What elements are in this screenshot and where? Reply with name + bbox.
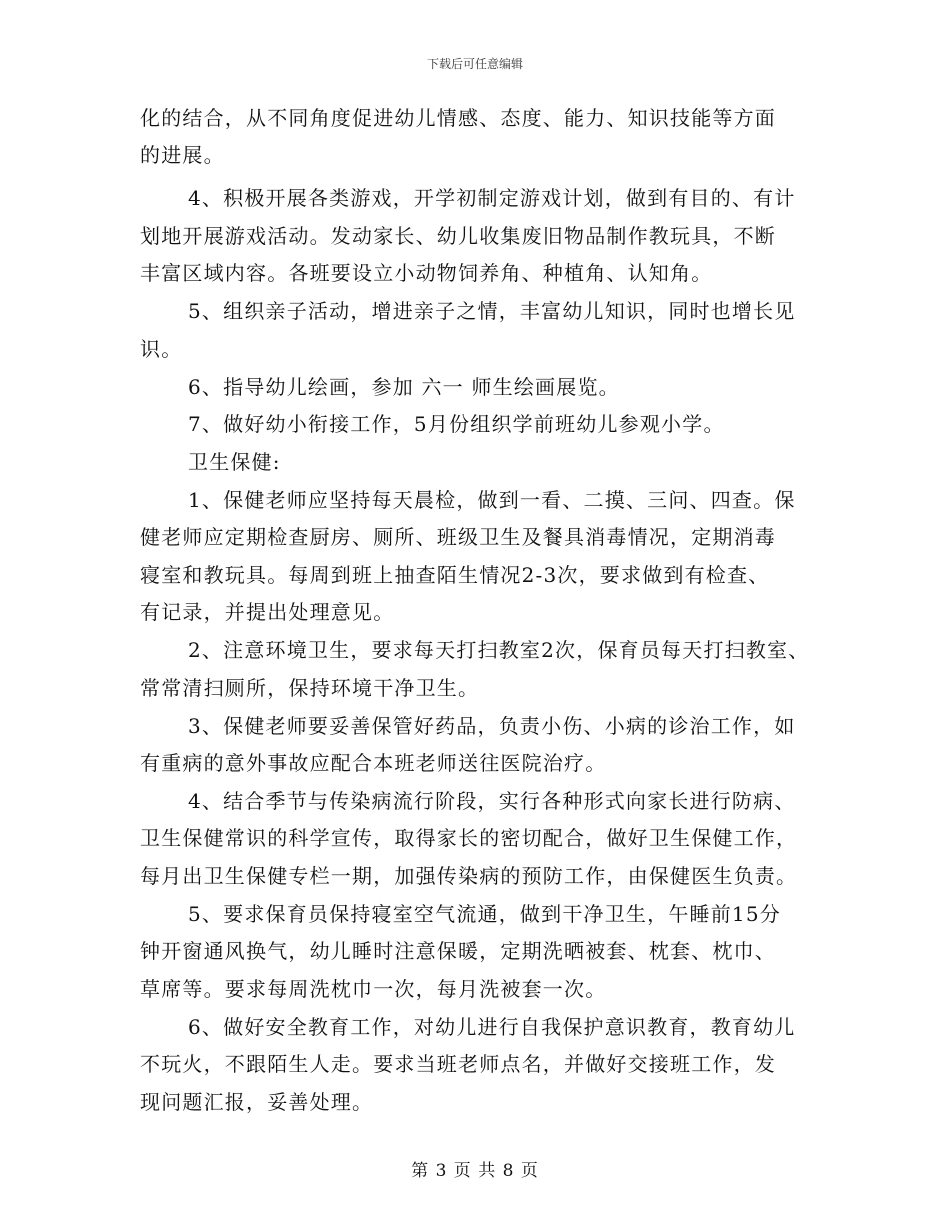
- body-line: 识。: [140, 337, 183, 361]
- section-heading: 卫生保健:: [188, 450, 281, 474]
- body-line: 现问题汇报，妥善处理。: [140, 1090, 374, 1114]
- body-line: 5、要求保育员保持寝室空气流通，做到干净卫生，午睡前15分: [188, 902, 781, 926]
- body-line: 4、结合季节与传染病流行阶段，实行各种形式向家长进行防病、: [188, 789, 796, 813]
- body-line: 健老师应定期检查厨房、厕所、班级卫生及餐具消毒情况，定期消毒: [140, 525, 776, 549]
- body-line: 6、做好安全教育工作，对幼儿进行自我保护意识教育，教育幼儿: [188, 1015, 796, 1039]
- body-line: 钟开窗通风换气，幼儿睡时注意保暖，定期洗晒被套、枕套、枕巾、: [140, 939, 776, 963]
- body-line: 7、做好幼小衔接工作，5月份组织学前班幼儿参观小学。: [188, 412, 725, 436]
- header-note: 下载后可任意编辑: [426, 57, 523, 71]
- body-line: 2、注意环境卫生，要求每天打扫教室2次，保育员每天打扫教室、: [188, 638, 810, 662]
- page-number: 第 3 页 共 8 页: [411, 1161, 539, 1181]
- body-line: 有记录，并提出处理意见。: [140, 600, 395, 624]
- body-line: 1、保健老师应坚持每天晨检，做到一看、二摸、三问、四查。保: [188, 488, 796, 512]
- body-line: 有重病的意外事故应配合本班老师送往医院治疗。: [140, 751, 607, 775]
- body-line: 的进展。: [140, 143, 225, 167]
- body-line: 常常清扫厕所，保持环境干净卫生。: [140, 676, 480, 700]
- body-line: 草席等。要求每周洗枕巾一次，每月洗被套一次。: [140, 977, 607, 1001]
- body-line: 3、保健老师要妥善保管好药品，负责小伤、小病的诊治工作，如: [188, 714, 796, 738]
- body-line: 不玩火，不跟陌生人走。要求当班老师点名，并做好交接班工作，发: [140, 1052, 776, 1076]
- body-line: 划地开展游戏活动。发动家长、幼儿收集废旧物品制作教玩具，不断: [140, 224, 776, 248]
- body-line: 5、组织亲子活动，增进亲子之情，丰富幼儿知识，同时也增长见: [188, 299, 796, 323]
- body-line: 寝室和教玩具。每周到班上抽查陌生情况2-3次，要求做到有检查、: [140, 563, 770, 587]
- body-line: 丰富区域内容。各班要设立小动物饲养角、种植角、认知角。: [140, 261, 713, 285]
- body-line: 4、积极开展各类游戏，开学初制定游戏计划，做到有目的、有计: [188, 186, 796, 210]
- body-line: 卫生保健常识的科学宣传，取得家长的密切配合，做好卫生保健工作，: [140, 826, 798, 850]
- body-line: 6、指导幼儿绘画，参加 六一 师生绘画展览。: [188, 375, 620, 399]
- body-line: 化的结合，从不同角度促进幼儿情感、态度、能力、知识技能等方面: [140, 106, 776, 130]
- body-line: 每月出卫生保健专栏一期，加强传染病的预防工作，由保健医生负责。: [140, 864, 798, 888]
